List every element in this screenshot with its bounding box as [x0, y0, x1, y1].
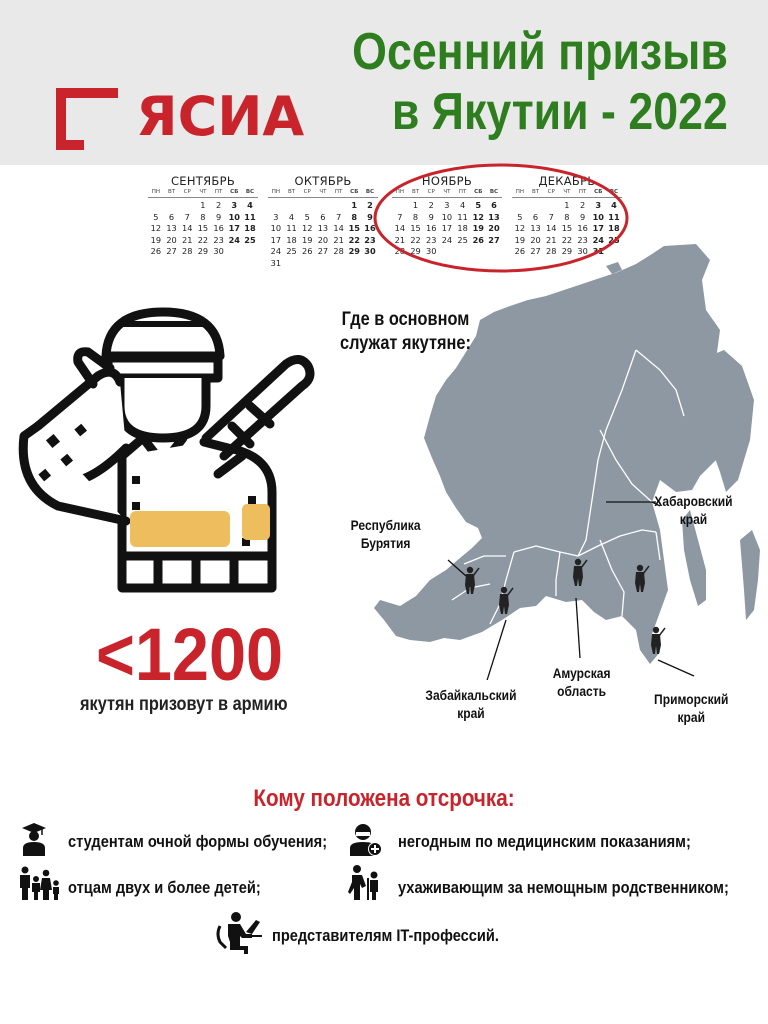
- calendar-day: 16: [426, 223, 437, 234]
- calendar-day: 29: [561, 246, 573, 257]
- programmer-icon: [216, 912, 262, 954]
- weekday-label: ПН: [151, 189, 160, 195]
- calendar-day: 1: [412, 200, 419, 210]
- page-title: [352, 22, 728, 142]
- weekday-label: ПТ: [578, 189, 587, 195]
- weekday-label: СБ: [350, 189, 359, 195]
- calendar-day: 15: [197, 223, 209, 234]
- title-line-1: Осенний призыв: [352, 23, 728, 81]
- calendar-day: 17: [592, 223, 604, 234]
- calendar-day: 19: [150, 234, 162, 245]
- calendar-day: 2: [579, 200, 586, 210]
- calendar-blank: [268, 200, 284, 212]
- calendar-day: 15: [410, 223, 421, 234]
- weekday-label: СР: [547, 189, 555, 195]
- calendar-day: 18: [608, 223, 620, 234]
- calendar-day: 20: [530, 234, 541, 245]
- calendar-blank: [148, 200, 164, 212]
- calendar-day: 28: [394, 246, 406, 257]
- calendar-day: 30: [577, 246, 588, 257]
- calendar-month-name: ДЕКАБРЬ: [538, 174, 596, 188]
- calendar-day: 20: [166, 234, 177, 245]
- header-banner: [0, 0, 768, 165]
- calendar-day: 17: [228, 223, 240, 234]
- weekday-label: ПТ: [458, 189, 467, 195]
- calendar-day: 6: [168, 211, 175, 222]
- weekday-label: СБ: [474, 189, 483, 195]
- calendar-day: 14: [546, 223, 557, 234]
- calendar-day: 17: [441, 223, 453, 234]
- saluting-soldier-icon: [18, 306, 318, 596]
- calendar-day: 30: [213, 246, 224, 257]
- calendar-day: 8: [351, 211, 358, 222]
- calendar-day: 27: [530, 246, 541, 257]
- calendar-day: 12: [150, 223, 162, 234]
- calendar-day: 11: [244, 211, 256, 222]
- calendar-day: 8: [200, 211, 206, 222]
- calendar-day: 10: [270, 223, 282, 234]
- calendar-day: 26: [472, 234, 484, 245]
- deferment-medical: негодным по медицинским показаниям;: [398, 832, 691, 851]
- ysia-logo: [56, 85, 305, 150]
- calendar-day: 26: [302, 246, 313, 257]
- calendar-day: 5: [475, 200, 482, 210]
- weekday-label: ПН: [395, 189, 404, 195]
- weekday-label: ПТ: [334, 189, 343, 195]
- calendar-day: 7: [397, 211, 403, 222]
- weekday-label: ВС: [365, 189, 375, 195]
- calendar-day: 20: [317, 234, 329, 245]
- calendar-day: 17: [270, 234, 282, 245]
- calendar-blank: [164, 200, 180, 212]
- calendar-day: 12: [302, 223, 313, 234]
- calendar-day: 29: [410, 246, 421, 257]
- calendar-day: 10: [441, 211, 453, 222]
- calendar-day: 7: [335, 211, 342, 222]
- calendar-day: 2: [215, 200, 222, 210]
- calendar-day: 18: [244, 223, 256, 234]
- calendar-day: 6: [491, 200, 497, 210]
- calendar-day: 9: [579, 211, 586, 222]
- weekday-label: СБ: [230, 189, 239, 195]
- calendar-day: 25: [608, 234, 620, 245]
- calendar-day: 19: [514, 234, 526, 245]
- calendar-day: 22: [561, 234, 573, 245]
- calendar-day: 13: [317, 223, 329, 234]
- calendar-day: 3: [444, 200, 450, 210]
- weekday-label: ВС: [489, 189, 499, 195]
- calendar-day: 16: [213, 223, 224, 234]
- calendar-month-name: НОЯБРЬ: [421, 174, 473, 188]
- calendar-day: 18: [457, 223, 468, 234]
- map-title: Где в основном служат якутяне:: [340, 309, 471, 354]
- calendar-day: 15: [561, 223, 573, 234]
- weekday-label: СР: [427, 189, 435, 195]
- deferment-students: студентам очной формы обучения;: [68, 832, 328, 851]
- calendar-month-name: ОКТЯБРЬ: [294, 174, 352, 188]
- calendar-days: [148, 200, 258, 258]
- weekday-label: ВТ: [411, 189, 420, 195]
- conscripts-caption: якутян призовут в армию: [80, 694, 288, 715]
- calendar-day: 10: [228, 211, 240, 222]
- calendar-weekdays: [148, 189, 258, 198]
- calendar-blank: [299, 200, 315, 212]
- calendar-day: 4: [611, 200, 617, 210]
- calendar-day: 5: [153, 211, 159, 222]
- calendar-day: 16: [364, 223, 376, 234]
- calendar-day: 20: [488, 223, 500, 234]
- calendar-day: 26: [514, 246, 526, 257]
- calendar-day: 28: [182, 246, 193, 257]
- calendar-day: 5: [517, 211, 523, 222]
- weekday-label: СБ: [594, 189, 603, 195]
- weekday-label: ЧТ: [319, 189, 327, 195]
- family-icon: [18, 866, 60, 900]
- logo-text: ЯСИА: [136, 85, 305, 148]
- calendar-day: 2: [367, 200, 373, 210]
- calendar-day: 23: [426, 234, 437, 245]
- calendar-month-name: СЕНТЯБРЬ: [170, 174, 236, 188]
- calendar-day: 25: [457, 234, 468, 245]
- conscripts-count: <1200: [96, 613, 284, 696]
- calendar-day: 11: [608, 211, 620, 222]
- weekday-label: ПН: [515, 189, 524, 195]
- calendar-day: 9: [215, 211, 222, 222]
- calendar-day: 10: [592, 211, 604, 222]
- calendar-day: 23: [364, 234, 376, 245]
- title-line-2: в Якутии - 2022: [392, 83, 728, 141]
- calendar-day: 13: [488, 211, 500, 222]
- calendar-day: 3: [231, 200, 238, 210]
- calendar-september: [148, 174, 258, 258]
- weekday-label: ВС: [609, 189, 619, 195]
- calendar-day: 4: [459, 200, 466, 210]
- weekday-label: ЧТ: [199, 189, 207, 195]
- calendar-blank: [331, 200, 347, 212]
- calendar-day: 12: [472, 211, 484, 222]
- weekday-label: ЧТ: [443, 189, 451, 195]
- calendar-day: 5: [304, 211, 310, 222]
- calendar-day: 21: [333, 234, 344, 245]
- calendar-day: 29: [348, 246, 360, 257]
- calendar-day: 4: [288, 211, 295, 222]
- calendar-day: 31: [270, 257, 282, 268]
- calendar-day: 7: [184, 211, 190, 222]
- calendar-day: 24: [228, 234, 240, 245]
- calendar-blank: [179, 200, 195, 212]
- calendar-day: 30: [426, 246, 437, 257]
- calendar-day: 8: [412, 211, 419, 222]
- label-khabarovsk: Хабаровский край: [654, 493, 733, 527]
- calendar-day: 25: [286, 246, 297, 257]
- weekday-label: ЧТ: [563, 189, 571, 195]
- label-buryatia: Республика Бурятия: [350, 517, 421, 551]
- calendar-day: 23: [213, 234, 224, 245]
- calendar-day: 26: [150, 246, 162, 257]
- calendar-day: 11: [286, 223, 297, 234]
- label-amur: Амурская область: [552, 665, 611, 699]
- calendar-day: 14: [182, 223, 193, 234]
- deferment-fathers: отцам двух и более детей;: [68, 878, 261, 897]
- calendar-day: 4: [247, 200, 253, 210]
- weekday-label: ПН: [271, 189, 280, 195]
- calendar-day: 18: [286, 234, 297, 245]
- calendar-day: 22: [348, 234, 360, 245]
- calendar-day: 19: [472, 223, 484, 234]
- calendar-day: 24: [270, 246, 282, 257]
- weekday-label: СР: [303, 189, 311, 195]
- calendar-day: 6: [320, 211, 326, 222]
- deferment-caregivers: ухаживающим за немощным родственником;: [398, 878, 729, 897]
- calendar-day: 24: [441, 234, 453, 245]
- calendar-day: 13: [166, 223, 177, 234]
- calendar-day: 21: [182, 234, 193, 245]
- calendar-day: 12: [514, 223, 526, 234]
- calendar-blank: [284, 200, 300, 212]
- weekday-label: ВТ: [287, 189, 296, 195]
- weekday-label: СР: [183, 189, 191, 195]
- calendar-day: 19: [302, 234, 313, 245]
- calendar-day: 29: [197, 246, 209, 257]
- calendar-day: 9: [428, 211, 434, 222]
- calendar-day: 3: [273, 211, 279, 222]
- deferment-it: представителям IT-профессий.: [272, 926, 499, 945]
- label-zabaikalsky: Забайкальский край: [425, 687, 517, 721]
- calendar-day: 30: [364, 246, 376, 257]
- calendar-day: 21: [546, 234, 557, 245]
- far-east-map: [360, 240, 768, 680]
- calendar-blank: [315, 200, 331, 212]
- calendar-day: 22: [410, 234, 421, 245]
- graduate-icon: [20, 822, 48, 856]
- calendar-day: 28: [333, 246, 344, 257]
- doctor-icon: [350, 822, 382, 856]
- calendar-day: 1: [200, 200, 206, 210]
- calendar-day: 27: [166, 246, 177, 257]
- calendar-day: 24: [592, 234, 604, 245]
- calendar-day: 15: [348, 223, 360, 234]
- calendar-day: 1: [564, 200, 570, 210]
- calendar-day: 31: [592, 246, 604, 257]
- caregiver-icon: [348, 864, 382, 900]
- weekday-label: ВС: [245, 189, 255, 195]
- calendar-day: 21: [394, 234, 406, 245]
- calendar-day: 6: [532, 211, 539, 222]
- calendar-day: 16: [577, 223, 588, 234]
- calendar-day: 28: [546, 246, 557, 257]
- deferment-title: Кому положена отсрочка:: [253, 785, 515, 812]
- calendar-weekdays: [268, 189, 378, 198]
- calendar-day: 14: [394, 223, 406, 234]
- calendar-day: 8: [564, 211, 570, 222]
- calendar-day: 22: [197, 234, 209, 245]
- calendar-day: 7: [548, 211, 554, 222]
- weekday-label: ПТ: [214, 189, 223, 195]
- label-primorsky: Приморский край: [654, 691, 729, 725]
- weekday-label: ВТ: [531, 189, 540, 195]
- calendar-day: 13: [530, 223, 541, 234]
- calendar-day: 27: [488, 234, 500, 245]
- calendar-day: 25: [244, 234, 256, 245]
- calendar-day: 2: [428, 200, 434, 210]
- calendar-day: 14: [333, 223, 344, 234]
- calendar-day: 11: [457, 211, 468, 222]
- weekday-label: ВТ: [167, 189, 176, 195]
- calendar-day: 27: [317, 246, 329, 257]
- calendar-day: 9: [367, 211, 373, 222]
- calendar-day: 3: [595, 200, 602, 210]
- calendar-day: 23: [577, 234, 588, 245]
- calendar-day: 1: [351, 200, 358, 210]
